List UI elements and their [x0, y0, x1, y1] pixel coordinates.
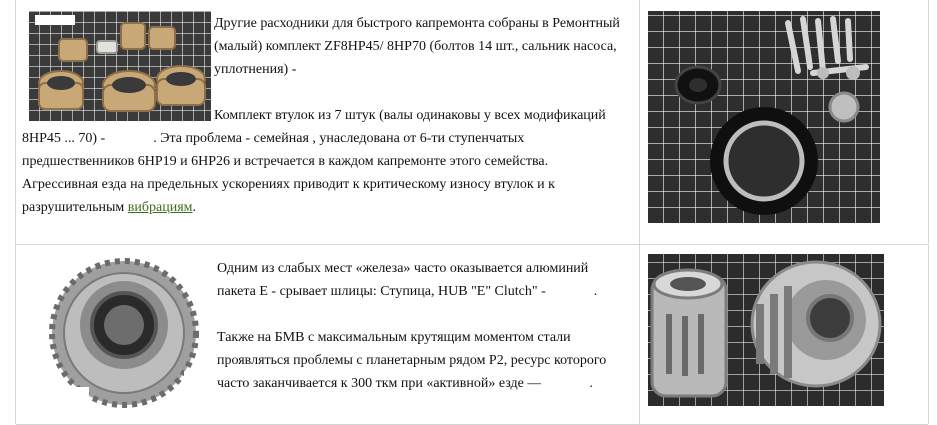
paragraph-line	[22, 196, 196, 219]
drum-illustration	[648, 254, 884, 406]
paragraph-line: (малый) комплект ZF8HP45/ 8HP70 (болтов 14 шт., сальник насоса,	[214, 39, 617, 54]
table-row	[16, 245, 928, 425]
text-cell	[16, 245, 640, 424]
vibrations-link[interactable]: вибрациям	[127, 200, 193, 215]
image-cell	[640, 245, 929, 424]
line-text: .	[589, 376, 593, 391]
hub-illustration	[29, 253, 219, 417]
paragraph-line: Агрессивная езда на предельных ускорениях приводит к критическому износу втулок и к	[22, 177, 555, 192]
line-text: . Эта проблема - семейная , унаследована от 6-ти ступенчатых	[153, 131, 525, 146]
line-text: часто заканчивается к 300 ткм при «активной» езде —	[217, 376, 542, 391]
bushings-illustration	[29, 11, 211, 121]
line-text: .	[192, 200, 197, 215]
line-text: пакета E - срывает шлицы: Ступица, HUB "E" Clutch" -	[217, 284, 546, 299]
paragraph-line: уплотнения) -	[214, 62, 297, 77]
hub-photo	[29, 253, 219, 417]
redacted-price	[541, 378, 589, 390]
line-text: .	[593, 284, 598, 299]
table-row	[16, 0, 928, 245]
bushings-photo	[29, 11, 211, 121]
paragraph-line: проявляться проблемы с планетарным рядом P2, ресурс которого	[217, 353, 607, 368]
repair-kit-photo	[648, 11, 880, 223]
image-cell	[640, 0, 929, 244]
paragraph-line: Одним из слабых мест «железа» часто оказывается алюминий	[217, 261, 589, 276]
paragraph-line	[22, 127, 524, 150]
line-text: 8HP45 ... 70) -	[22, 131, 106, 146]
redacted-price	[546, 286, 594, 298]
drum-photo	[648, 254, 884, 406]
repair-kit-illustration	[648, 11, 880, 223]
redacted-price	[105, 133, 153, 145]
paragraph-line: предшественников 6HP19 и 6HP26 и встречается в каждом капремонте этого семейства.	[22, 154, 549, 169]
paragraph-line	[217, 280, 597, 303]
paragraph-line: Комплект втулок из 7 штук (валы одинаковы у всех модификаций	[214, 108, 606, 123]
paragraph-line: Также на БМВ с максимальным крутящим моментом стали	[217, 330, 571, 345]
line-text: разрушительным	[22, 200, 128, 215]
paragraph-line: Другие расходники для быстрого капремонта собраны в Ремонтный	[214, 16, 620, 31]
text-cell	[16, 0, 640, 244]
paragraph-line	[217, 372, 593, 395]
content-table	[15, 0, 928, 424]
